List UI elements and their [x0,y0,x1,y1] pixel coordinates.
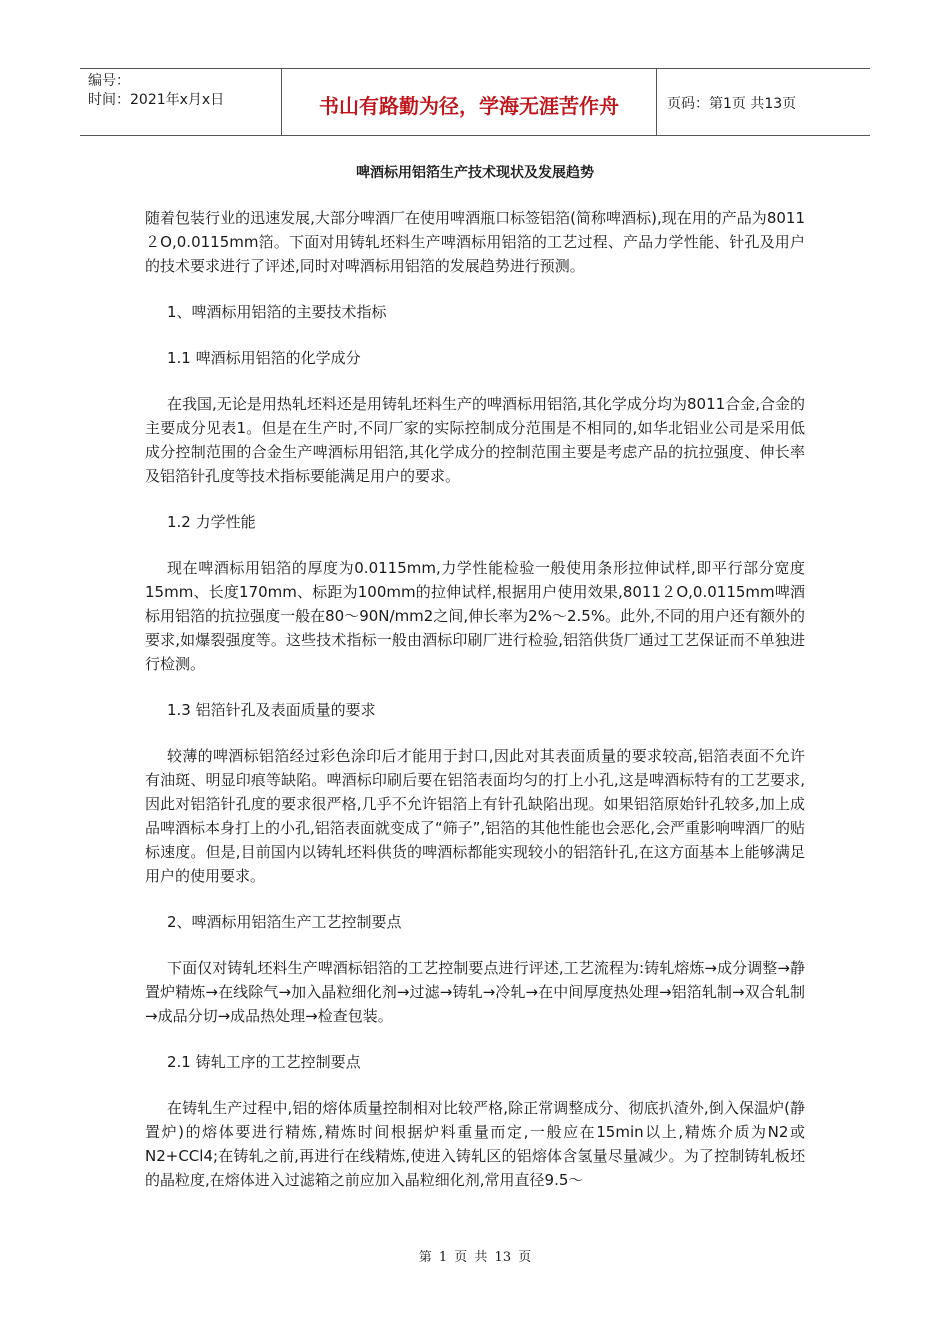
section-heading: 2、啤酒标用铝箔生产工艺控制要点 [167,913,402,931]
document-body [145,206,805,1214]
body-paragraph: 在我国,无论是用热轧坯料还是用铸轧坯料生产的啤酒标用铝箔,其化学成分均为8011合金,合金的主要成分见表1。但是在生产时,不同厂家的实际控制成分范围是不相同的,如华北铝业公司是采用低成分控制范围的合金生产啤酒标用铝箔,其化学成分的控制范围主要是考虑产品的抗拉强度、伸长率及铝箔针孔度等技术指标要能满足用户的要求。 [145,395,805,485]
subsection-heading: 1.3 铝箔针孔及表面质量的要求 [167,701,376,719]
header-motto: 书山有路勤为径，学海无涯苦作舟 [282,69,657,135]
header-meta [80,69,282,135]
subsection-heading: 2.1 铸轧工序的工艺控制要点 [167,1053,361,1071]
body-paragraph: 较薄的啤酒标铝箔经过彩色涂印后才能用于封口,因此对其表面质量的要求较高,铝箔表面不允许有油斑、明显印痕等缺陷。啤酒标印刷后要在铝箔表面均匀的打上小孔,这是啤酒标特有的工艺要求,因此对铝箔针孔度的要求很严格,几乎不允许铝箔上有针孔缺陷出现。如果铝箔原始针孔较多,加上成品啤酒标本身打上的小孔,铝箔表面就变成了“筛子”,铝箔的其他性能也会恶化,会严重影响啤酒厂的贴标速度。但是,目前国内以铸轧坯料供货的啤酒标都能实现较小的铝箔针孔,在这方面基本上能够满足用户的使用要求。 [145,747,805,885]
document-number-label: 编号： [88,73,130,89]
body-paragraph: 下面仅对铸轧坯料生产啤酒标铝箔的工艺控制要点进行评述,工艺流程为:铸轧熔炼→成分调整→静置炉精炼→在线除气→加入晶粒细化剂→过滤→铸轧→冷轧→在中间厚度热处理→铝箔轧制→双合轧制→成品分切→成品热处理→检查包装。 [145,959,805,1025]
subsection-heading: 1.1 啤酒标用铝箔的化学成分 [167,349,361,367]
document-date: 时间：2021年x月x日 [88,92,225,108]
header-page-info: 页码：第1页 共13页 [667,96,797,112]
body-paragraph: 在铸轧生产过程中,铝的熔体质量控制相对比较严格,除正常调整成分、彻底扒渣外,倒入保温炉(静置炉)的熔体要进行精炼,精炼时间根据炉料重量而定,一般应在15min以上,精炼介质为N2或N2+CCl4;在铸轧之前,再进行在线精炼,使进入铸轧区的铝熔体含氢量尽量减少。为了控制铸轧板坯的晶粒度,在熔体进入过滤箱之前应加入晶粒细化剂,常用直径9.5～ [145,1099,805,1189]
document-title: 啤酒标用铝箔生产技术现状及发展趋势 [356,165,594,181]
page-footer: 第 1 页 共 13 页 [418,1250,532,1265]
document-header [80,68,870,136]
section-heading: 1、啤酒标用铝箔的主要技术指标 [167,303,387,321]
subsection-heading: 1.2 力学性能 [167,513,256,531]
body-paragraph: 现在啤酒标用铝箔的厚度为0.0115mm,力学性能检验一般使用条形拉伸试样,即平行部分宽度15mm、长度170mm、标距为100mm的拉伸试样,根据用户使用效果,8011２O,0.0115mm啤酒标用铝箔的抗拉强度一般在80～90N/mm2之间,伸长率为2%～2.5%。此外,不同的用户还有额外的要求,如爆裂强度等。这些技术指标一般由酒标印刷厂进行检验,铝箔供货厂通过工艺保证而不单独进行检测。 [145,559,805,673]
intro-paragraph: 随着包装行业的迅速发展,大部分啤酒厂在使用啤酒瓶口标签铝箔(简称啤酒标),现在用的产品为8011２O,0.0115mm箔。下面对用铸轧坯料生产啤酒标用铝箔的工艺过程、产品力学性能、针孔及用户的技术要求进行了评述,同时对啤酒标用铝箔的发展趋势进行预测。 [145,209,805,275]
